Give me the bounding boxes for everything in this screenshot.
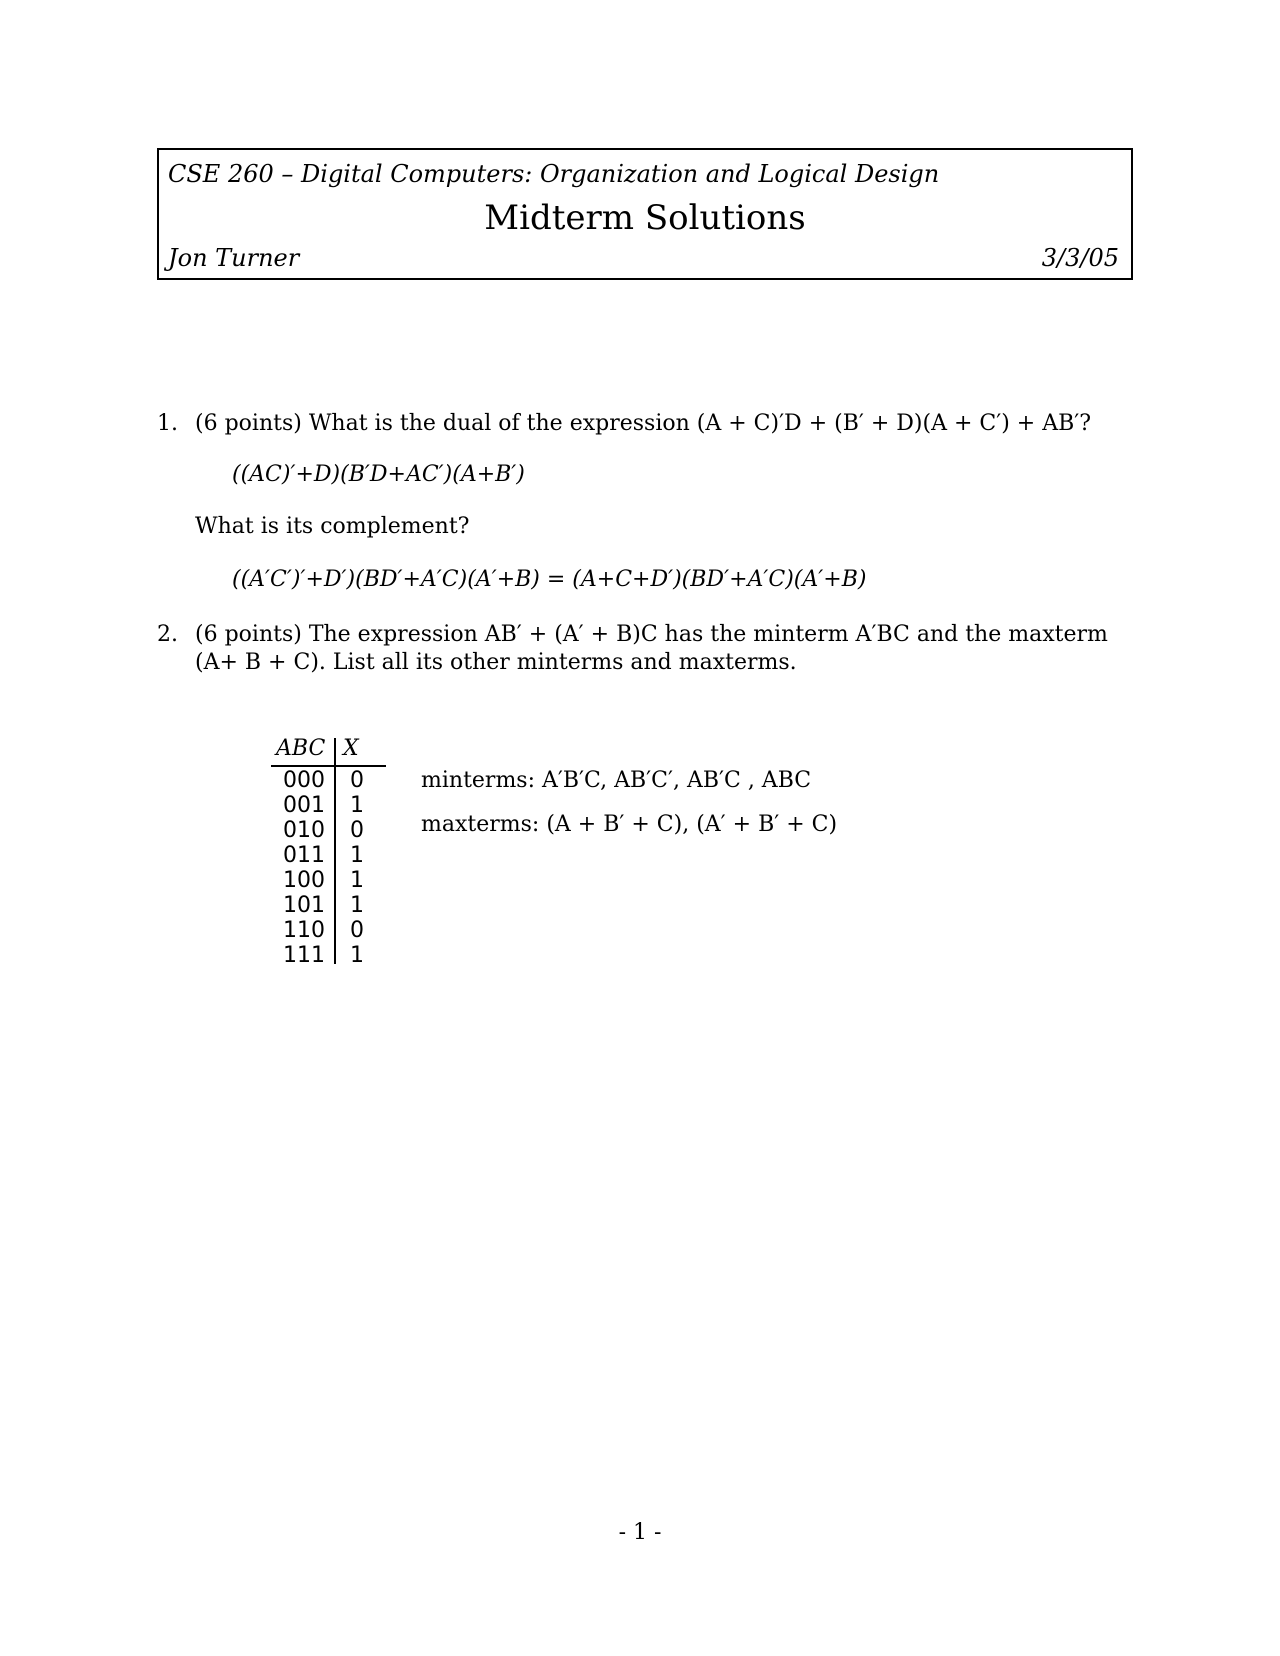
- table-row: [283, 818, 373, 844]
- course-name: CSE 260 – Digital Computers: Organization and Logical Design: [168, 160, 940, 188]
- table-cell-x: 0: [350, 768, 364, 793]
- table-row: [283, 918, 373, 944]
- table-cell-x: 0: [350, 818, 364, 843]
- question-1-number: 1.: [157, 411, 178, 436]
- table-cell-abc: 000: [283, 768, 325, 793]
- table-row: [283, 843, 373, 869]
- table-cell-x: 1: [350, 843, 364, 868]
- document-date: 3/3/05: [1041, 244, 1119, 272]
- table-cell-abc: 100: [283, 868, 325, 893]
- author-name: Jon Turner: [168, 244, 300, 272]
- minterms-answer: minterms: A′B′C, AB′C′, AB′C , ABC: [421, 768, 812, 793]
- table-cell-abc: 001: [283, 793, 325, 818]
- table-cell-abc: 011: [283, 843, 325, 868]
- question-1-text: (6 points) What is the dual of the expression (A + C)′D + (B′ + D)(A + C′) + AB′?: [195, 411, 1092, 436]
- question-1-dual-answer: ((AC)′+D)(B′D+AC′)(A+B′): [232, 462, 525, 487]
- table-row: [283, 868, 373, 894]
- table-divider-horizontal: [271, 765, 386, 767]
- table-cell-abc: 010: [283, 818, 325, 843]
- table-row: [283, 793, 373, 819]
- page-number: - 1 -: [618, 1520, 662, 1545]
- table-cell-abc: 110: [283, 918, 325, 943]
- table-cell-x: 1: [350, 943, 364, 968]
- question-2-text-line2: (A+ B + C). List all its other minterms and maxterms.: [195, 650, 797, 675]
- title-box: [157, 148, 1133, 280]
- question-1-followup: What is its complement?: [195, 514, 470, 539]
- table-header-x: X: [343, 736, 359, 761]
- table-row: [283, 768, 373, 794]
- table-cell-abc: 111: [283, 943, 325, 968]
- table-cell-x: 1: [350, 793, 364, 818]
- page-title: Midterm Solutions: [484, 198, 806, 238]
- table-header-abc: ABC: [276, 736, 326, 761]
- table-row: [283, 943, 373, 969]
- question-1-complement-answer: ((A′C′)′+D′)(BD′+A′C)(A′+B) = (A+C+D′)(BD′+A′C)(A′+B): [232, 567, 867, 592]
- table-row: [283, 893, 373, 919]
- question-2-text-line1: (6 points) The expression AB′ + (A′ + B)C has the minterm A′BC and the maxterm: [195, 622, 1108, 647]
- table-cell-x: 1: [350, 893, 364, 918]
- table-cell-x: 0: [350, 918, 364, 943]
- question-2-number: 2.: [157, 622, 178, 647]
- table-cell-x: 1: [350, 868, 364, 893]
- table-cell-abc: 101: [283, 893, 325, 918]
- maxterms-answer: maxterms: (A + B′ + C), (A′ + B′ + C): [421, 812, 838, 837]
